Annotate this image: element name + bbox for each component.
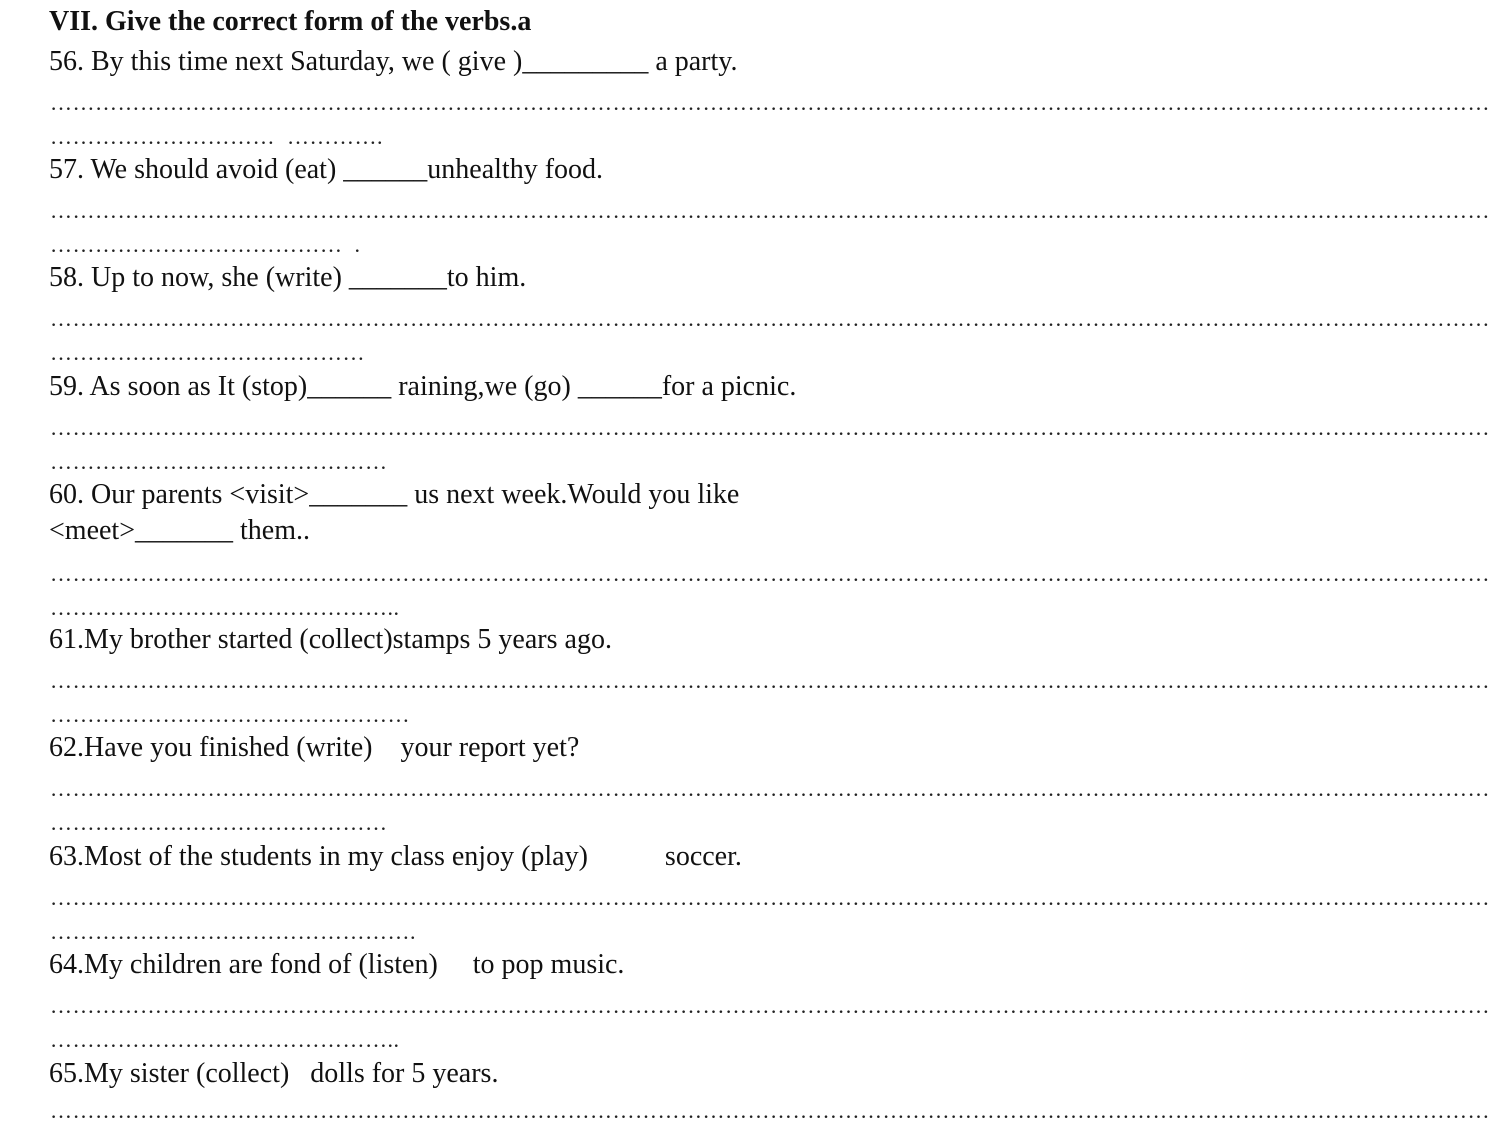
question-59: 59. As soon as It (stop)______ raining,we (go) ______for a picnic. xyxy=(49,371,797,402)
answer-line-62: ………………………………………………………………………………………………………………………………………………………………………… xyxy=(50,776,1490,801)
answer-line-63-continued: …………………………………………. xyxy=(50,919,416,944)
answer-line-60: ………………………………………………………………………………………………………………………………………………………………………… xyxy=(50,561,1490,586)
answer-line-58-continued: …………………………………… xyxy=(50,340,365,365)
question-61: 61.My brother started (collect)stamps 5 years ago. xyxy=(49,624,612,655)
section-heading: VII. Give the correct form of the verbs.a xyxy=(49,6,532,37)
answer-line-56-continued: ………………………… …………. xyxy=(50,124,383,149)
question-62: 62.Have you finished (write) your report yet? xyxy=(49,732,580,763)
answer-line-58: ………………………………………………………………………………………………………………………………………………………………………… xyxy=(50,306,1490,331)
answer-line-61: ………………………………………………………………………………………………………………………………………………………………………… xyxy=(50,668,1490,693)
answer-line-63: ………………………………………………………………………………………………………………………………………………………………………… xyxy=(50,885,1490,910)
answer-line-57: ………………………………………………………………………………………………………………………………………………………………………… xyxy=(50,198,1490,223)
answer-line-62-continued: ……………………………………… xyxy=(50,810,388,835)
answer-line-61-continued: ………………………………………… xyxy=(50,702,410,727)
question-60-continued: <meet>_______ them.. xyxy=(49,515,310,546)
question-65: 65.My sister (collect) dolls for 5 years. xyxy=(49,1058,499,1089)
question-64: 64.My children are fond of (listen) to pop music. xyxy=(49,949,625,980)
answer-line-57-continued: ………………………………… . xyxy=(50,232,361,257)
answer-line-64-continued: ……………………………………….. xyxy=(50,1027,400,1052)
answer-line-65: ………………………………………………………………………………………………………………………………………………………………………… xyxy=(50,1098,1490,1123)
answer-line-60-continued: ……………………………………….. xyxy=(50,595,400,620)
question-57: 57. We should avoid (eat) ______unhealthy food. xyxy=(49,154,604,185)
question-63: 63.Most of the students in my class enjoy (play) soccer. xyxy=(49,841,742,872)
answer-line-56: ………………………………………………………………………………………………………………………………………………………………………… xyxy=(50,90,1490,115)
answer-line-59: ………………………………………………………………………………………………………………………………………………………………………… xyxy=(50,415,1490,440)
answer-line-64: ………………………………………………………………………………………………………………………………………………………………………… xyxy=(50,993,1490,1018)
question-58: 58. Up to now, she (write) _______to him. xyxy=(49,262,527,293)
question-56: 56. By this time next Saturday, we ( give )_________ a party. xyxy=(49,46,738,77)
answer-line-59-continued: ……………………………………… xyxy=(50,449,388,474)
question-60: 60. Our parents <visit>_______ us next week.Would you like xyxy=(49,479,740,510)
